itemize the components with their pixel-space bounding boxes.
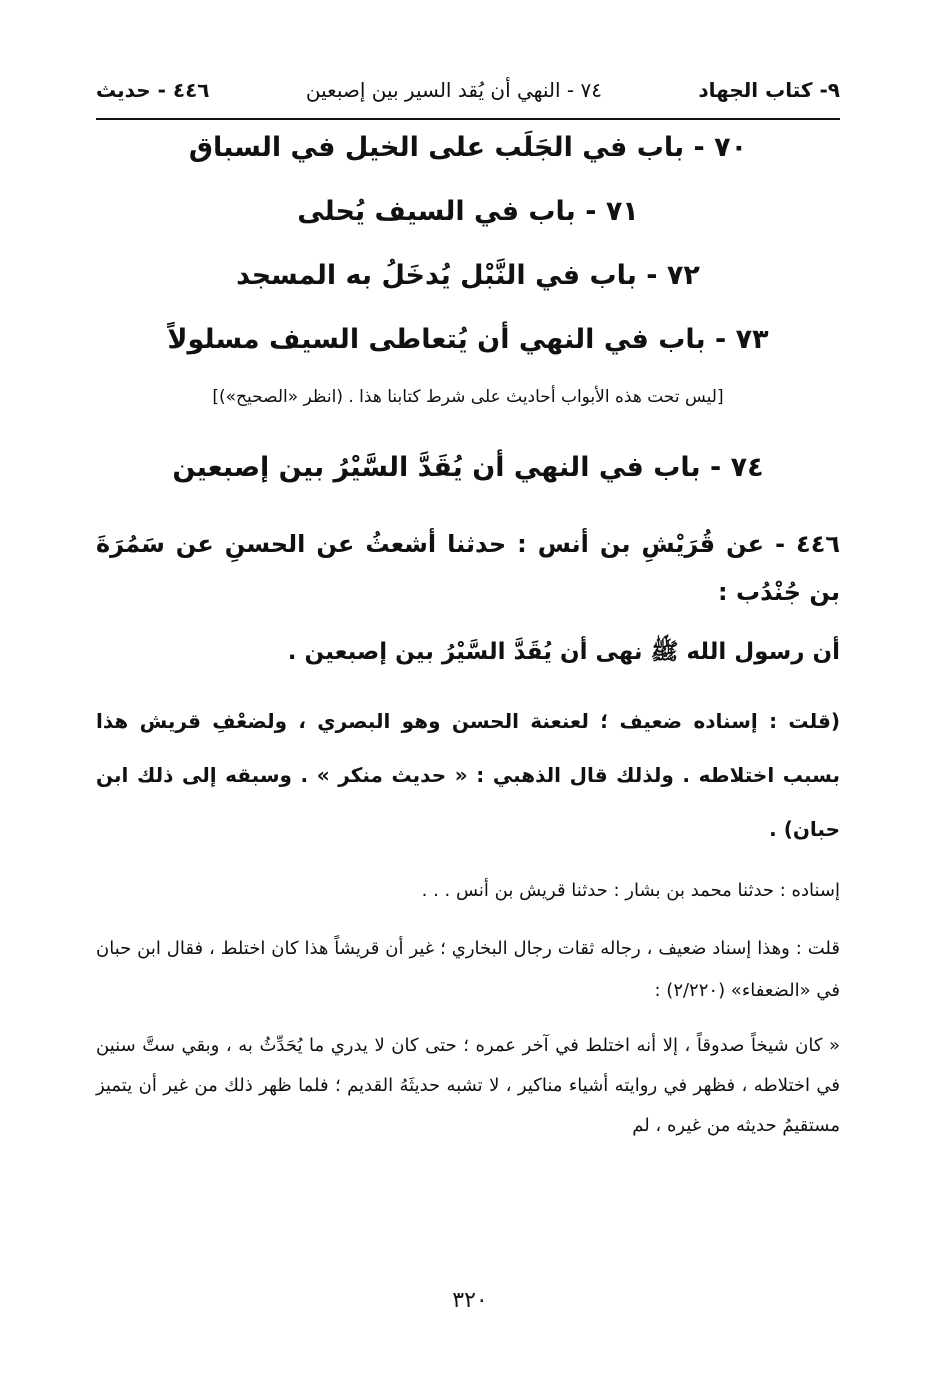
chapter-heading-70: ٧٠ - باب في الجَلَب على الخيل في السباق bbox=[188, 132, 748, 163]
commentary-paragraph: قلت : وهذا إسناد ضعيف ، رجاله ثقات رجال البخاري ؛ غير أن قريشاً هذا كان اختلط ، فقال ابن حبان في «الضعفاء» (٢/٢٢٠) : bbox=[96, 938, 840, 1001]
editor-note: [ليس تحت هذه الأبواب أحاديث على شرط كتابنا هذا . (انظر «الصحيح»)] bbox=[212, 387, 724, 407]
header-chapter-title: ٧٤ - النهي أن يُقد السير بين إصبعين bbox=[305, 78, 602, 102]
quoted-paragraph: « كان شيخاً صدوقاً ، إلا أنه اختلط في آخر عمره ؛ حتى كان لا يدري ما يُحَدِّثُ به ، وبقي ستَّ سنين في اختلاطه ، فظهر في روايته أشياء مناكير ، لا تشبه حديثَهُ القديم ؛ فلما ظهر ذلك من غير أن يتميز مستقيمُ حديثه من غيره ، لم bbox=[96, 1035, 840, 1136]
grading-comment: (قلت : إسناده ضعيف ؛ لعنعنة الحسن وهو البصري ، ولضعْفِ قريش هذا بسبب اختلاطه . ولذلك قال الذهبي : « حديث منكر » . وسبقه إلى ذلك ابن حبان) . bbox=[96, 709, 840, 841]
chapter-heading-74: ٧٤ - باب في النهي أن يُقَدَّ السَّيْرُ بين إصبعين bbox=[172, 452, 764, 483]
chapter-heading-71: ٧١ - باب في السيف يُحلى bbox=[297, 196, 639, 227]
chapter-heading-72: ٧٢ - باب في النَّبْل يُدخَلُ به المسجد bbox=[236, 260, 700, 291]
running-header bbox=[96, 68, 840, 120]
chapter-heading-73: ٧٣ - باب في النهي أن يُتعاطى السيف مسلولاً bbox=[167, 324, 769, 355]
header-book-title: ٩- كتاب الجهاد bbox=[698, 78, 840, 102]
hadith-text: أن رسول الله ﷺ نهى أن يُقَدَّ السَّيْرُ بين إصبعين . bbox=[287, 639, 840, 665]
isnad-line: إسناده : حدثنا محمد بن بشار : حدثنا قريش بن أنس . . . bbox=[421, 880, 840, 901]
hadith-chain: ٤٤٦ - عن قُرَيْشِ بن أنس : حدثنا أشعثُ عن الحسنِ عن سَمُرَةَ بن جُنْدُب : bbox=[96, 530, 840, 606]
header-hadith-number: ٤٤٦ - حديث bbox=[96, 78, 210, 102]
page-number: ٣٢٠ bbox=[452, 1288, 488, 1313]
page-body bbox=[96, 132, 840, 1160]
